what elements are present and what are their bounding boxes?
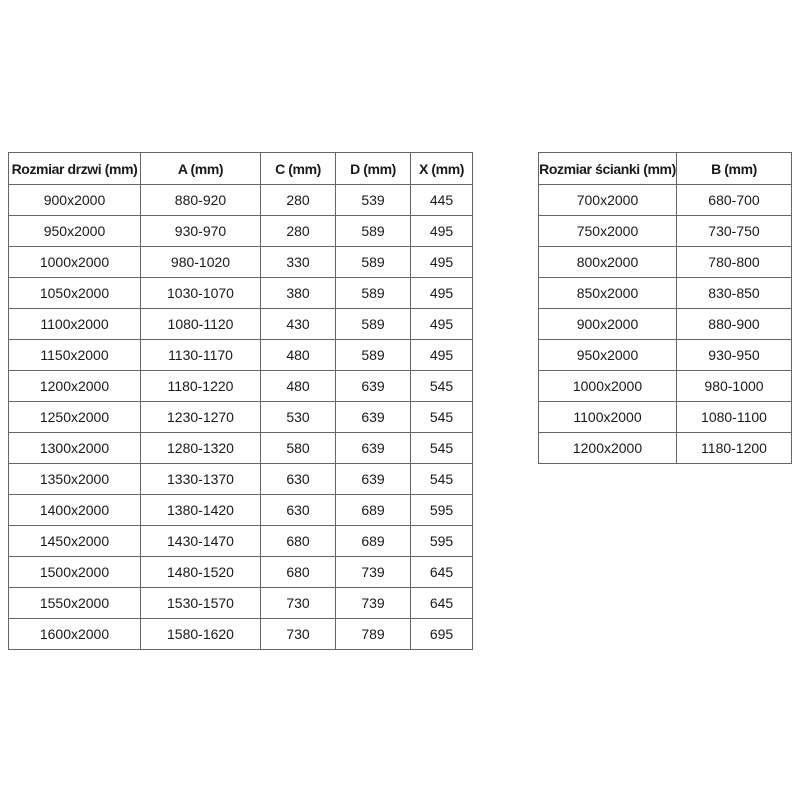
table-cell: 1600x2000: [9, 619, 141, 650]
table-cell: 789: [336, 619, 411, 650]
table-cell: 380: [261, 278, 336, 309]
table-cell: 645: [411, 557, 473, 588]
table-row: [9, 588, 473, 619]
table-row: [539, 185, 792, 216]
table-cell: 430: [261, 309, 336, 340]
table-cell: 1100x2000: [9, 309, 141, 340]
column-header: D (mm): [336, 153, 411, 185]
wall-panel-sizes-table: [538, 152, 792, 464]
table-cell: 589: [336, 340, 411, 371]
table-cell: 330: [261, 247, 336, 278]
table-cell: 1430-1470: [141, 526, 261, 557]
table-cell: 950x2000: [9, 216, 141, 247]
table-cell: 630: [261, 464, 336, 495]
table-cell: 1530-1570: [141, 588, 261, 619]
table-cell: 595: [411, 495, 473, 526]
table-cell: 739: [336, 588, 411, 619]
table-cell: 639: [336, 433, 411, 464]
table-cell: 689: [336, 495, 411, 526]
table-cell: 1380-1420: [141, 495, 261, 526]
table-cell: 800x2000: [539, 247, 677, 278]
table-cell: 1100x2000: [539, 402, 677, 433]
table-row: [9, 433, 473, 464]
column-header: A (mm): [141, 153, 261, 185]
table-cell: 930-970: [141, 216, 261, 247]
table-cell: 589: [336, 247, 411, 278]
column-header: C (mm): [261, 153, 336, 185]
table-cell: 530: [261, 402, 336, 433]
table-cell: 750x2000: [539, 216, 677, 247]
table-cell: 730: [261, 588, 336, 619]
table-row: [9, 216, 473, 247]
column-header: X (mm): [411, 153, 473, 185]
table-cell: 1000x2000: [539, 371, 677, 402]
table-cell: 589: [336, 309, 411, 340]
table-row: [539, 433, 792, 464]
table-cell: 1580-1620: [141, 619, 261, 650]
table-cell: 495: [411, 340, 473, 371]
table-row: [9, 619, 473, 650]
table-cell: 495: [411, 216, 473, 247]
table-cell: 545: [411, 433, 473, 464]
table-cell: 680: [261, 526, 336, 557]
table-cell: 730-750: [677, 216, 792, 247]
table-cell: 695: [411, 619, 473, 650]
table-row: [9, 278, 473, 309]
table-cell: 639: [336, 464, 411, 495]
table-cell: 880-900: [677, 309, 792, 340]
table-cell: 930-950: [677, 340, 792, 371]
table-cell: 1200x2000: [9, 371, 141, 402]
table-cell: 680-700: [677, 185, 792, 216]
table-cell: 595: [411, 526, 473, 557]
table-cell: 445: [411, 185, 473, 216]
table-row: [539, 278, 792, 309]
table-cell: 630: [261, 495, 336, 526]
table-row: [9, 185, 473, 216]
table-cell: 495: [411, 309, 473, 340]
table-row: [9, 526, 473, 557]
table-cell: 1000x2000: [9, 247, 141, 278]
table-cell: 280: [261, 216, 336, 247]
table-cell: 730: [261, 619, 336, 650]
table-row: [9, 402, 473, 433]
table-cell: 680: [261, 557, 336, 588]
table-cell: 589: [336, 278, 411, 309]
header-row: [539, 153, 792, 185]
table-row: [9, 340, 473, 371]
table-row: [9, 309, 473, 340]
table-row: [539, 402, 792, 433]
table-row: [9, 371, 473, 402]
table-row: [539, 340, 792, 371]
table-cell: 1500x2000: [9, 557, 141, 588]
table-row: [9, 557, 473, 588]
table-cell: 1280-1320: [141, 433, 261, 464]
table-cell: 1480-1520: [141, 557, 261, 588]
table-cell: 495: [411, 247, 473, 278]
table-cell: 545: [411, 371, 473, 402]
column-header: B (mm): [677, 153, 792, 185]
table-cell: 580: [261, 433, 336, 464]
table-cell: 1030-1070: [141, 278, 261, 309]
table-cell: 495: [411, 278, 473, 309]
table-cell: 780-800: [677, 247, 792, 278]
table-cell: 830-850: [677, 278, 792, 309]
table-cell: 900x2000: [539, 309, 677, 340]
table-cell: 689: [336, 526, 411, 557]
table-row: [539, 247, 792, 278]
table-cell: 1080-1100: [677, 402, 792, 433]
table-cell: 1180-1200: [677, 433, 792, 464]
table-cell: 1050x2000: [9, 278, 141, 309]
table-cell: 1130-1170: [141, 340, 261, 371]
table-cell: 980-1000: [677, 371, 792, 402]
table-cell: 480: [261, 371, 336, 402]
table-row: [539, 216, 792, 247]
table-cell: 589: [336, 216, 411, 247]
table-row: [9, 247, 473, 278]
table-cell: 1450x2000: [9, 526, 141, 557]
table-cell: 1550x2000: [9, 588, 141, 619]
table-cell: 1250x2000: [9, 402, 141, 433]
table-row: [9, 495, 473, 526]
table-cell: 280: [261, 185, 336, 216]
table-cell: 950x2000: [539, 340, 677, 371]
table-cell: 545: [411, 402, 473, 433]
table-cell: 900x2000: [9, 185, 141, 216]
table-row: [9, 464, 473, 495]
table-cell: 539: [336, 185, 411, 216]
table-cell: 1400x2000: [9, 495, 141, 526]
table-cell: 1180-1220: [141, 371, 261, 402]
header-row: [9, 153, 473, 185]
table-row: [539, 309, 792, 340]
table-cell: 700x2000: [539, 185, 677, 216]
table-cell: 1230-1270: [141, 402, 261, 433]
table-cell: 639: [336, 402, 411, 433]
column-header: Rozmiar ścianki (mm): [539, 153, 677, 185]
table-cell: 1150x2000: [9, 340, 141, 371]
table-cell: 639: [336, 371, 411, 402]
table-cell: 480: [261, 340, 336, 371]
table-cell: 645: [411, 588, 473, 619]
table-cell: 880-920: [141, 185, 261, 216]
column-header: Rozmiar drzwi (mm): [9, 153, 141, 185]
door-sizes-table: [8, 152, 473, 650]
table-cell: 1080-1120: [141, 309, 261, 340]
table-cell: 1330-1370: [141, 464, 261, 495]
table-row: [539, 371, 792, 402]
table-cell: 739: [336, 557, 411, 588]
table-cell: 1350x2000: [9, 464, 141, 495]
table-cell: 850x2000: [539, 278, 677, 309]
table-cell: 1300x2000: [9, 433, 141, 464]
table-cell: 1200x2000: [539, 433, 677, 464]
table-cell: 980-1020: [141, 247, 261, 278]
table-cell: 545: [411, 464, 473, 495]
